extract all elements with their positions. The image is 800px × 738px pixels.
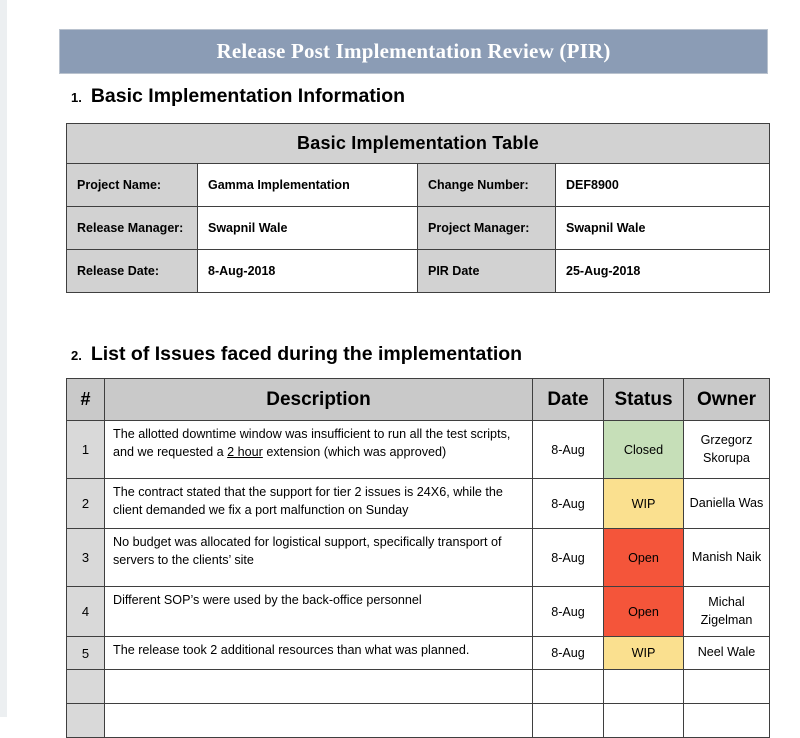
- issue-owner-cell: [684, 670, 770, 704]
- issue-date-cell: 8-Aug: [533, 587, 604, 637]
- basic-implementation-table: [66, 123, 770, 293]
- column-header-date: Date: [533, 379, 604, 421]
- project-name-label: Project Name:: [67, 164, 198, 207]
- issue-status-cell: Closed: [604, 421, 684, 479]
- issue-number-cell: 5: [67, 637, 105, 670]
- issue-owner-cell: [684, 704, 770, 738]
- section-2-number: 2.: [71, 348, 82, 363]
- project-manager-label: Project Manager:: [418, 207, 556, 250]
- issue-owner-cell: Daniella Was: [684, 479, 770, 529]
- issue-description-cell: [105, 704, 533, 738]
- issue-owner-cell: Michal Zigelman: [684, 587, 770, 637]
- description-link[interactable]: 2 hour: [227, 445, 263, 460]
- issue-description-cell: No budget was allocated for logistical support, specifically transport of servers to the clients’ site: [105, 529, 533, 587]
- section-1-heading: [71, 85, 405, 108]
- table-row: [67, 250, 770, 293]
- column-header-status: Status: [604, 379, 684, 421]
- pir-date-label: PIR Date: [418, 250, 556, 293]
- issue-date-cell: 8-Aug: [533, 637, 604, 670]
- basic-table-title: Basic Implementation Table: [67, 124, 770, 164]
- issue-owner-cell: Grzegorz Skorupa: [684, 421, 770, 479]
- issue-status-cell: WIP: [604, 637, 684, 670]
- issues-table-header-row: [67, 379, 770, 421]
- issue-date-cell: 8-Aug: [533, 479, 604, 529]
- document-banner: [59, 29, 768, 74]
- pir-date-value: 25-Aug-2018: [556, 250, 770, 293]
- description-text: The allotted downtime window was insufficient to run all the test scripts, and we requested a: [113, 427, 511, 460]
- issue-date-cell: [533, 670, 604, 704]
- issue-date-cell: 8-Aug: [533, 529, 604, 587]
- issue-description-cell: [105, 670, 533, 704]
- issue-date-cell: [533, 704, 604, 738]
- document-page: [7, 0, 800, 717]
- description-text-tail: extension (which was approved): [262, 445, 447, 460]
- change-number-value: DEF8900: [556, 164, 770, 207]
- issue-number-cell: 3: [67, 529, 105, 587]
- table-row: [67, 587, 770, 637]
- issue-description-cell: Different SOP’s were used by the back-office personnel: [105, 587, 533, 637]
- document-title: Release Post Implementation Review (PIR): [216, 39, 611, 63]
- release-manager-label: Release Manager:: [67, 207, 198, 250]
- issue-status-cell: Open: [604, 529, 684, 587]
- section-1-number: 1.: [71, 90, 82, 105]
- basic-table-title-row: [67, 124, 770, 164]
- change-number-label: Change Number:: [418, 164, 556, 207]
- table-row: [67, 479, 770, 529]
- issue-status-cell: WIP: [604, 479, 684, 529]
- issue-description-cell: [105, 421, 533, 479]
- release-date-value: 8-Aug-2018: [198, 250, 418, 293]
- project-name-value: Gamma Implementation: [198, 164, 418, 207]
- issue-number-cell: 1: [67, 421, 105, 479]
- issue-date-cell: 8-Aug: [533, 421, 604, 479]
- table-row: [67, 421, 770, 479]
- release-manager-value: Swapnil Wale: [198, 207, 418, 250]
- table-row: [67, 704, 770, 738]
- issue-number-cell: [67, 704, 105, 738]
- issues-table: [66, 378, 770, 738]
- table-row: [67, 670, 770, 704]
- table-row: [67, 637, 770, 670]
- table-row: [67, 529, 770, 587]
- section-1-title: Basic Implementation Information: [90, 85, 406, 107]
- issue-number-cell: 4: [67, 587, 105, 637]
- section-2-heading: [71, 343, 522, 366]
- issue-description-cell: The release took 2 additional resources than what was planned.: [105, 637, 533, 670]
- table-row: [67, 207, 770, 250]
- issue-description-cell: The contract stated that the support for tier 2 issues is 24X6, while the client demanded we fix a port malfunction on Sunday: [105, 479, 533, 529]
- column-header-number: #: [67, 379, 105, 421]
- issue-number-cell: 2: [67, 479, 105, 529]
- section-2-title: List of Issues faced during the implementation: [90, 343, 523, 365]
- issue-status-cell: [604, 670, 684, 704]
- issue-owner-cell: Neel Wale: [684, 637, 770, 670]
- issue-status-cell: Open: [604, 587, 684, 637]
- project-manager-value: Swapnil Wale: [556, 207, 770, 250]
- column-header-description: Description: [105, 379, 533, 421]
- release-date-label: Release Date:: [67, 250, 198, 293]
- issue-number-cell: [67, 670, 105, 704]
- issue-owner-cell: Manish Naik: [684, 529, 770, 587]
- table-row: [67, 164, 770, 207]
- column-header-owner: Owner: [684, 379, 770, 421]
- issue-status-cell: [604, 704, 684, 738]
